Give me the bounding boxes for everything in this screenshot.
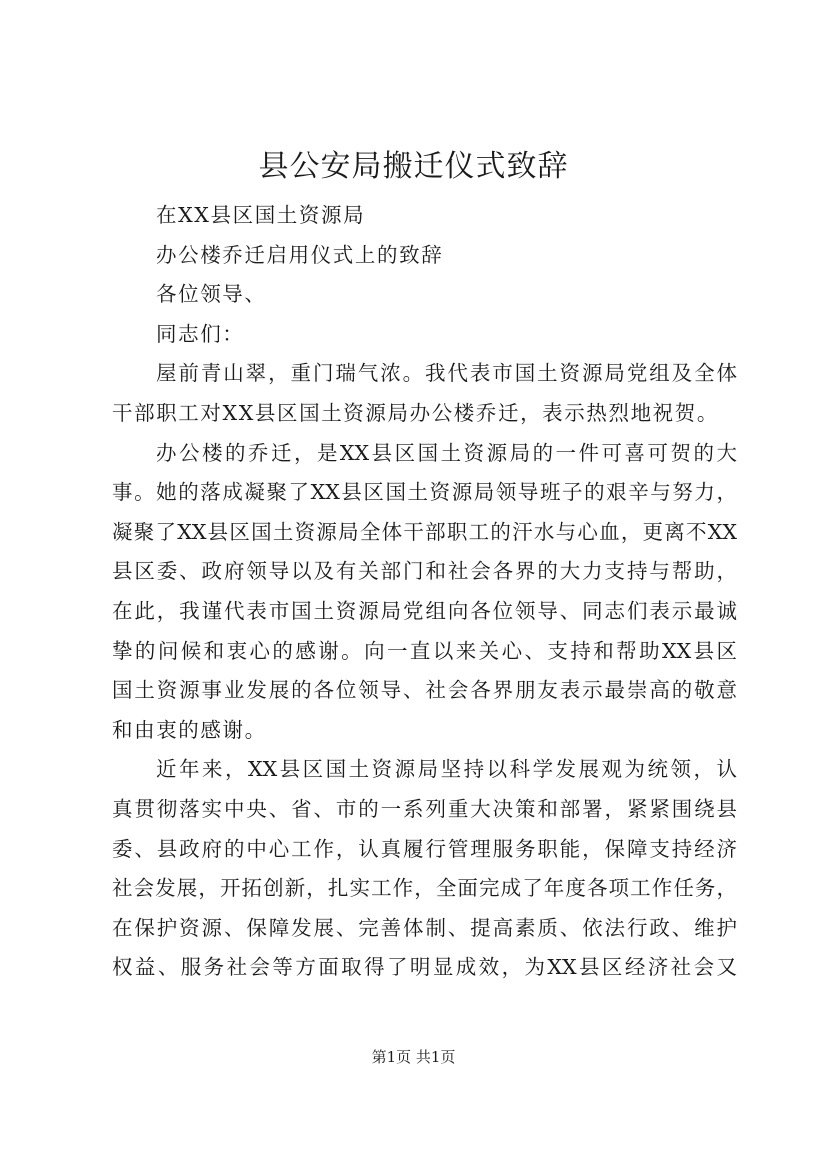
- text-line: 凝聚了XX县区国土资源局全体干部职工的汗水与心血，更离不XX: [112, 519, 737, 544]
- page-footer: 第1页 共1页: [371, 1048, 456, 1066]
- text-line: 事。她的落成凝聚了XX县区国土资源局领导班子的艰辛与努力，: [112, 480, 737, 505]
- text-line: 近年来，XX县区国土资源局坚持以科学发展观为统领，认: [156, 757, 737, 782]
- text-line: 权益、服务社会等方面取得了明显成效，为XX县区经济社会又: [112, 955, 737, 980]
- text-line: 和由衷的感谢。: [112, 717, 267, 742]
- text-line: 真贯彻落实中央、省、市的一系列重大决策和部署，紧紧围绕县: [112, 796, 737, 821]
- text-line: 国土资源事业发展的各位领导、社会各界朋友表示最崇高的敬意: [112, 678, 737, 703]
- text-line: 委、县政府的中心工作，认真履行管理服务职能，保障支持经济: [112, 836, 737, 861]
- document-title: 县公安局搬迁仪式致辞: [258, 149, 569, 184]
- text-line: 各位领导、: [156, 282, 267, 307]
- text-line: 同志们：: [156, 321, 245, 346]
- text-line: 干部职工对XX县区国土资源局办公楼乔迁，表示热烈地祝贺。: [112, 400, 719, 425]
- text-line: 在保护资源、保障发展、完善体制、提高素质、依法行政、维护: [112, 915, 737, 940]
- text-line: 办公楼乔迁启用仪式上的致辞: [156, 242, 444, 267]
- text-line: 办公楼的乔迁，是XX县区国土资源局的一件可喜可贺的大: [156, 440, 737, 465]
- text-line: 社会发展，开拓创新，扎实工作，全面完成了年度各项工作任务，: [112, 876, 737, 901]
- text-line: 在此，我谨代表市国土资源局党组向各位领导、同志们表示最诚: [112, 598, 737, 623]
- text-line: 县区委、政府领导以及有关部门和社会各界的大力支持与帮助，: [112, 559, 737, 584]
- document-body: [112, 196, 737, 988]
- text-line: 挚的问候和衷心的感谢。向一直以来关心、支持和帮助XX县区: [112, 638, 737, 663]
- text-line: 在XX县区国土资源局: [156, 203, 366, 227]
- text-line: 屋前青山翠，重门瑞气浓。我代表市国土资源局党组及全体: [156, 361, 737, 386]
